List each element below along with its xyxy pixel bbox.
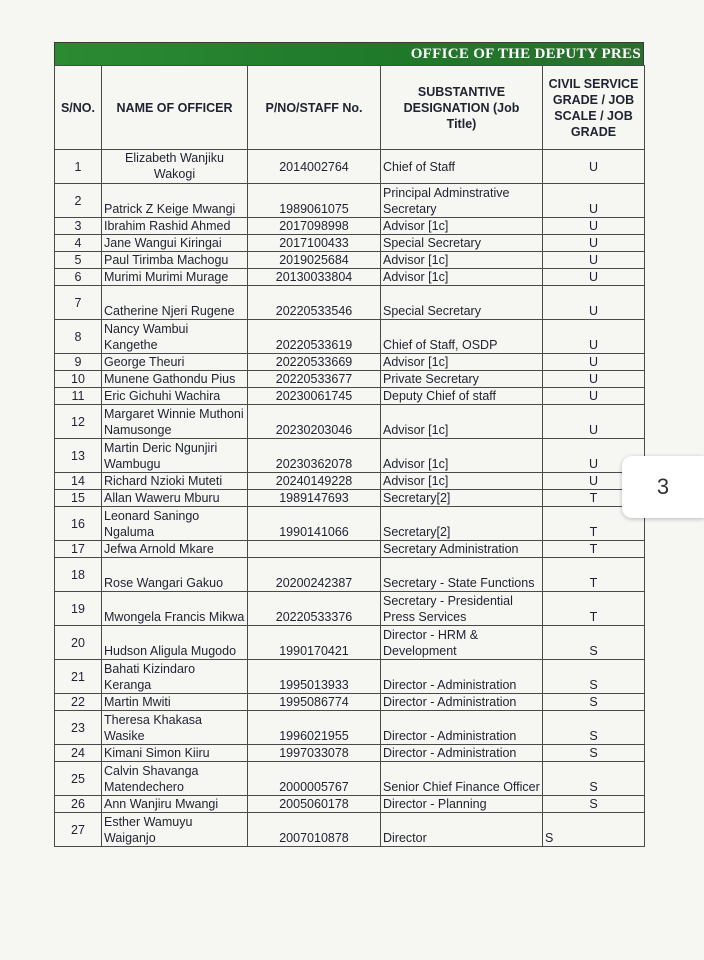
row-name: Eric Gichuhi Wachira [102, 388, 248, 405]
row-designation: Advisor [1c] [381, 473, 543, 490]
row-name: Jefwa Arnold Mkare [102, 541, 248, 558]
row-pno: 20230362078 [248, 439, 381, 473]
staff-list-sheet [54, 42, 644, 847]
row-pno: 2007010878 [248, 813, 381, 847]
row-grade: U [543, 388, 645, 405]
row-grade: U [543, 184, 645, 218]
table-row [55, 150, 645, 184]
row-sno: 20 [55, 626, 102, 660]
row-pno: 1990170421 [248, 626, 381, 660]
row-grade: S [543, 762, 645, 796]
table-row [55, 796, 645, 813]
row-name: Rose Wangari Gakuo [102, 558, 248, 592]
row-pno: 2017098998 [248, 218, 381, 235]
row-pno: 1995013933 [248, 660, 381, 694]
row-pno: 1989147693 [248, 490, 381, 507]
row-sno: 11 [55, 388, 102, 405]
row-pno: 2000005767 [248, 762, 381, 796]
row-sno: 6 [55, 269, 102, 286]
row-grade: U [543, 320, 645, 354]
row-name: Jane Wangui Kiringai [102, 235, 248, 252]
table-row [55, 473, 645, 490]
table-header-row [55, 66, 645, 150]
row-sno: 16 [55, 507, 102, 541]
row-designation: Special Secretary [381, 286, 543, 320]
row-designation: Chief of Staff [381, 150, 543, 184]
page-number-tab[interactable] [622, 456, 704, 518]
row-name: Ann Wanjiru Mwangi [102, 796, 248, 813]
row-sno: 26 [55, 796, 102, 813]
row-sno: 22 [55, 694, 102, 711]
row-sno: 17 [55, 541, 102, 558]
row-grade: U [543, 218, 645, 235]
row-grade: U [543, 371, 645, 388]
row-designation: Chief of Staff, OSDP [381, 320, 543, 354]
row-grade: U [543, 473, 645, 490]
row-designation: Director - HRM & Development [381, 626, 543, 660]
table-row [55, 541, 645, 558]
row-designation: Director - Administration [381, 745, 543, 762]
row-pno: 2017100433 [248, 235, 381, 252]
row-name: Nancy Wambui Kangethe [102, 320, 248, 354]
table-row [55, 388, 645, 405]
table-row [55, 354, 645, 371]
table-row [55, 235, 645, 252]
row-name: Murimi Murimi Murage [102, 269, 248, 286]
row-sno: 18 [55, 558, 102, 592]
row-name: Bahati Kizindaro Keranga [102, 660, 248, 694]
table-row [55, 711, 645, 745]
row-name: Calvin Shavanga Matendechero [102, 762, 248, 796]
row-designation: Senior Chief Finance Officer [381, 762, 543, 796]
row-grade: U [543, 235, 645, 252]
row-grade: S [543, 796, 645, 813]
row-grade: T [543, 507, 645, 541]
table-row [55, 694, 645, 711]
row-sno: 2 [55, 184, 102, 218]
table-row [55, 286, 645, 320]
row-sno: 8 [55, 320, 102, 354]
row-pno: 2005060178 [248, 796, 381, 813]
row-grade: U [543, 286, 645, 320]
row-name: Kimani Simon Kiiru [102, 745, 248, 762]
row-designation: Director - Administration [381, 694, 543, 711]
row-pno: 1995086774 [248, 694, 381, 711]
row-pno: 1996021955 [248, 711, 381, 745]
row-grade: T [543, 490, 645, 507]
row-designation: Secretary - State Functions [381, 558, 543, 592]
row-designation: Advisor [1c] [381, 218, 543, 235]
table-row [55, 371, 645, 388]
row-designation: Special Secretary [381, 235, 543, 252]
header-grade: CIVIL SERVICE GRADE / JOB SCALE / JOB GRADE [543, 66, 645, 150]
row-name: Esther Wamuyu Waiganjo [102, 813, 248, 847]
row-grade: S [543, 711, 645, 745]
row-sno: 4 [55, 235, 102, 252]
row-grade: S [543, 813, 645, 847]
table-row [55, 660, 645, 694]
row-sno: 27 [55, 813, 102, 847]
row-grade: S [543, 694, 645, 711]
header-pno: P/NO/STAFF No. [248, 66, 381, 150]
table-row [55, 490, 645, 507]
row-sno: 19 [55, 592, 102, 626]
row-sno: 12 [55, 405, 102, 439]
table-row [55, 252, 645, 269]
row-sno: 25 [55, 762, 102, 796]
table-row [55, 626, 645, 660]
row-name: Mwongela Francis Mikwa [102, 592, 248, 626]
table-row [55, 558, 645, 592]
row-designation: Secretary Administration [381, 541, 543, 558]
row-designation: Advisor [1c] [381, 439, 543, 473]
row-sno: 1 [55, 150, 102, 184]
row-sno: 14 [55, 473, 102, 490]
row-sno: 5 [55, 252, 102, 269]
table-row [55, 745, 645, 762]
row-designation: Principal Adminstrative Secretary [381, 184, 543, 218]
table-row [55, 592, 645, 626]
row-name: Allan Waweru Mburu [102, 490, 248, 507]
row-designation: Secretary - Presidential Press Services [381, 592, 543, 626]
row-name: Patrick Z Keige Mwangi [102, 184, 248, 218]
row-pno: 20240149228 [248, 473, 381, 490]
row-name: Paul Tirimba Machogu [102, 252, 248, 269]
row-pno: 1997033078 [248, 745, 381, 762]
header-designation: SUBSTANTIVE DESIGNATION (Job Title) [381, 66, 543, 150]
table-body [55, 150, 645, 847]
table-row [55, 405, 645, 439]
row-name: Margaret Winnie Muthoni Namusonge [102, 405, 248, 439]
row-pno: 20200242387 [248, 558, 381, 592]
row-name: Catherine Njeri Rugene [102, 286, 248, 320]
row-pno: 20220533619 [248, 320, 381, 354]
row-sno: 10 [55, 371, 102, 388]
row-grade: U [543, 354, 645, 371]
row-name: Martin Deric Ngunjiri Wambugu [102, 439, 248, 473]
row-designation: Director - Administration [381, 711, 543, 745]
row-grade: U [543, 405, 645, 439]
row-sno: 9 [55, 354, 102, 371]
row-designation: Advisor [1c] [381, 252, 543, 269]
row-designation: Advisor [1c] [381, 269, 543, 286]
row-grade: U [543, 252, 645, 269]
row-sno: 15 [55, 490, 102, 507]
row-grade: U [543, 269, 645, 286]
table-row [55, 507, 645, 541]
row-sno: 24 [55, 745, 102, 762]
row-designation: Director [381, 813, 543, 847]
row-grade: U [543, 439, 645, 473]
row-designation: Deputy Chief of staff [381, 388, 543, 405]
table-row [55, 439, 645, 473]
row-designation: Advisor [1c] [381, 405, 543, 439]
row-designation: Secretary[2] [381, 507, 543, 541]
officers-table [54, 65, 645, 847]
row-grade: S [543, 626, 645, 660]
table-row [55, 762, 645, 796]
page-number: 3 [656, 474, 670, 499]
table-row [55, 813, 645, 847]
row-grade: U [543, 150, 645, 184]
table-row [55, 320, 645, 354]
row-pno: 20220533677 [248, 371, 381, 388]
row-designation: Advisor [1c] [381, 354, 543, 371]
row-pno: 2019025684 [248, 252, 381, 269]
row-name: Hudson Aligula Mugodo [102, 626, 248, 660]
row-sno: 7 [55, 286, 102, 320]
row-sno: 23 [55, 711, 102, 745]
header-name: NAME OF OFFICER [102, 66, 248, 150]
row-sno: 21 [55, 660, 102, 694]
row-pno: 1990141066 [248, 507, 381, 541]
row-grade: T [543, 592, 645, 626]
row-pno: 20220533546 [248, 286, 381, 320]
table-row [55, 269, 645, 286]
row-pno: 20230061745 [248, 388, 381, 405]
row-name: Theresa Khakasa Wasike [102, 711, 248, 745]
row-pno: 20220533669 [248, 354, 381, 371]
table-row [55, 218, 645, 235]
row-pno: 1989061075 [248, 184, 381, 218]
row-designation: Private Secretary [381, 371, 543, 388]
row-name: Elizabeth Wanjiku Wakogi [102, 150, 248, 184]
row-pno: 20220533376 [248, 592, 381, 626]
row-designation: Director - Planning [381, 796, 543, 813]
header-sno: S/NO. [55, 66, 102, 150]
office-title: OFFICE OF THE DEPUTY PRES [410, 45, 641, 62]
row-sno: 3 [55, 218, 102, 235]
row-grade: T [543, 541, 645, 558]
row-name: Ibrahim Rashid Ahmed [102, 218, 248, 235]
row-pno: 20230203046 [248, 405, 381, 439]
row-pno: 2014002764 [248, 150, 381, 184]
row-name: Leonard Saningo Ngaluma [102, 507, 248, 541]
row-sno: 13 [55, 439, 102, 473]
row-name: Martin Mwiti [102, 694, 248, 711]
row-pno [248, 541, 381, 558]
office-banner [54, 42, 644, 65]
row-grade: T [543, 558, 645, 592]
row-designation: Director - Administration [381, 660, 543, 694]
table-row [55, 184, 645, 218]
row-grade: S [543, 660, 645, 694]
row-name: Richard Nzioki Muteti [102, 473, 248, 490]
row-name: Munene Gathondu Pius [102, 371, 248, 388]
row-designation: Secretary[2] [381, 490, 543, 507]
row-pno: 20130033804 [248, 269, 381, 286]
row-name: George Theuri [102, 354, 248, 371]
row-grade: S [543, 745, 645, 762]
